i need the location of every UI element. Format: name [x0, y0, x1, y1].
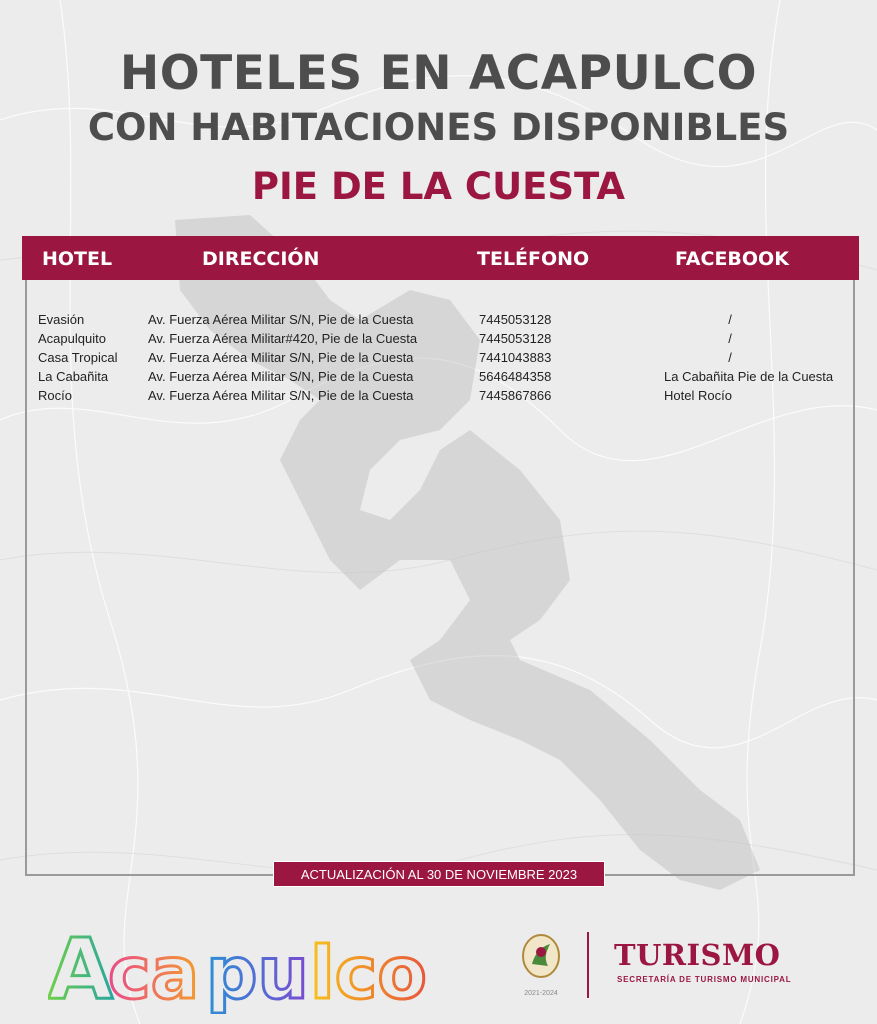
page-title-line2: CON HABITACIONES DISPONIBLES: [87, 106, 790, 149]
hotel-address: Av. Fuerza Aérea Militar#420, Pie de la Cuesta: [148, 331, 418, 346]
acapulco-logo: [48, 918, 428, 1014]
page-title: HOTELES EN ACAPULCO: [119, 46, 758, 101]
table-row: [0, 369, 877, 388]
hotel-facebook: /: [728, 312, 732, 327]
hotel-phone: 7445053128: [479, 331, 552, 346]
table-row: [0, 350, 877, 369]
hotel-table-body: [0, 312, 877, 407]
column-header-facebook: FACEBOOK: [675, 248, 789, 270]
hotel-phone: 7445053128: [479, 312, 552, 327]
hotel-facebook: Hotel Rocío: [664, 388, 732, 403]
hotel-address: Av. Fuerza Aérea Militar S/N, Pie de la Cuesta: [148, 312, 414, 327]
svg-text:lco: lco: [310, 931, 427, 1014]
hotel-name: Casa Tropical: [38, 350, 118, 365]
turismo-logo-subtitle: SECRETARÍA DE TURISMO MUNICIPAL: [617, 975, 792, 984]
hotel-address: Av. Fuerza Aérea Militar S/N, Pie de la Cuesta: [148, 388, 414, 403]
hotel-address: Av. Fuerza Aérea Militar S/N, Pie de la Cuesta: [148, 369, 414, 384]
column-header-hotel: HOTEL: [42, 248, 113, 270]
hotel-facebook: /: [728, 350, 732, 365]
footer-divider: [587, 932, 589, 998]
hotel-name: Rocío: [38, 388, 72, 403]
svg-text:pu: pu: [206, 931, 309, 1014]
seal-years: 2021-2024: [524, 990, 558, 997]
municipal-seal-icon: [518, 932, 564, 982]
hotel-name: La Cabañita: [38, 369, 109, 384]
svg-text:ca: ca: [108, 931, 200, 1014]
table-row: [0, 331, 877, 350]
hotel-name: Acapulquito: [38, 331, 106, 346]
table-row: [0, 312, 877, 331]
update-date-badge: ACTUALIZACIÓN AL 30 DE NOVIEMBRE 2023: [273, 861, 605, 887]
column-header-telefono: TELÉFONO: [477, 248, 590, 270]
location-subtitle: PIE DE LA CUESTA: [251, 165, 626, 208]
hotel-name: Evasión: [38, 312, 85, 327]
hotel-facebook: La Cabañita Pie de la Cuesta: [664, 369, 834, 384]
column-header-direccion: DIRECCIÓN: [202, 248, 320, 270]
turismo-logo-title: TURISMO: [614, 938, 781, 972]
hotel-phone: 7441043883: [479, 350, 552, 365]
table-row: [0, 388, 877, 407]
table-header: [22, 236, 859, 280]
hotel-phone: 5646484358: [479, 369, 552, 384]
hotel-address: Av. Fuerza Aérea Militar S/N, Pie de la Cuesta: [148, 350, 414, 365]
hotel-facebook: /: [728, 331, 732, 346]
svg-text:A: A: [48, 920, 114, 1014]
hotel-phone: 7445867866: [479, 388, 552, 403]
